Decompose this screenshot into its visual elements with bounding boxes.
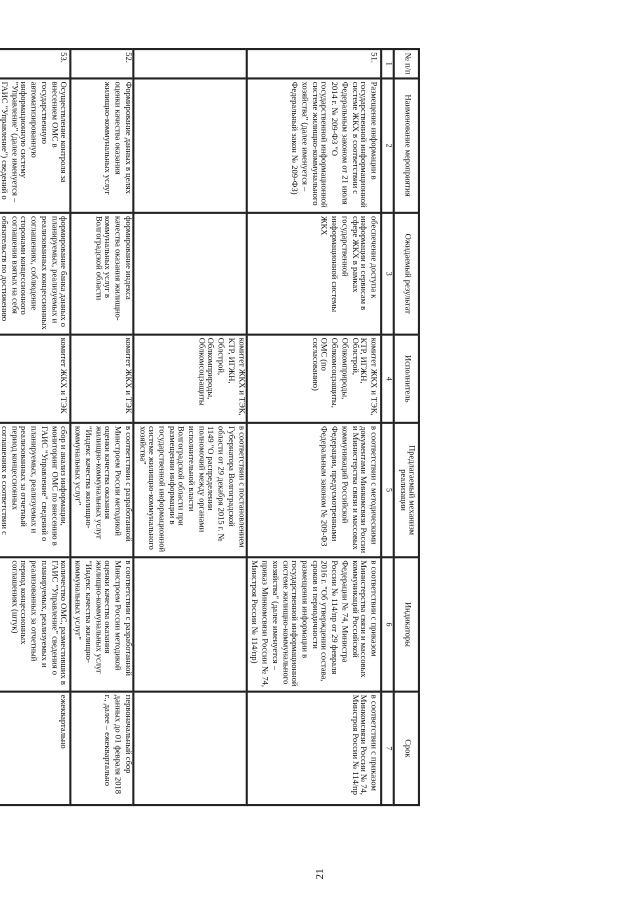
row-number: 53. — [0, 49, 70, 78]
header-cell: Ожидаемый результат — [395, 213, 419, 335]
indicators: в соответствии с разработанной Минстроем России методикой оценки качества оказания жилищно-коммунальных услуг "Индекс качества жилищно-коммунальных услуг" — [70, 557, 134, 691]
row-number: 51. — [247, 49, 380, 78]
column-number: 2 — [380, 78, 394, 212]
expected-result: обеспечение доступа к информации и сервисам в сфере ЖКХ в рамках государственной информационной системы ЖКХ — [247, 213, 380, 335]
column-number: 4 — [380, 335, 394, 423]
measure-name: Осуществление контроля за внесением ОМС в государственную автоматизированную информационную систему "Управление" (далее именуется – ГАИС "Управление") сведений о — [0, 78, 70, 212]
table-row — [247, 49, 380, 805]
expected-result — [134, 213, 247, 335]
measure-name: Размещение информации в государственной информационной системе ЖКХ в соответствии с Федеральным законом от 21 июля 2014 г. № 209-ФЗ "О государственной информационной системе жилищно-коммунального хозяйства" (далее именуется – Федеральный закон № 209-ФЗ) — [247, 78, 380, 212]
executor: комитет ЖКХ и ТЭК, КТР, ИГЖН, Облстрой, Облкомприроды, Облкомсоцзащиты — [134, 335, 247, 423]
deadline: первоначальный сбор данных до 01 февраля 2018 г., далее – ежеквартально — [70, 692, 134, 805]
header-cell: Наименование мероприятия — [395, 78, 419, 212]
header-cell: Индикаторы — [395, 557, 419, 691]
expected-result: формирование банка данных о планируемых, реализуемых и реализованных концессионных соглашениях, соблюдение сторонами концессионного соглашения взятых на себя обязательств по достижению — [0, 213, 70, 335]
measure-name: Формирование данных в целях оценки качества оказания жилищно-коммунальных услуг — [70, 78, 134, 212]
rotated-page — [0, 48, 420, 804]
expected-result: формирование индекса качества оказания жилищно-коммунальных услуг в Волгоградской области — [70, 213, 134, 335]
deadline: ежеквартально — [0, 692, 70, 805]
executor: комитет ЖКХ и ТЭК — [70, 335, 134, 423]
header-cell: Исполнитель — [395, 335, 419, 423]
header-cell: № п/п — [395, 49, 419, 78]
indicators: в соответствии с приказом Министерства связи и массовых коммуникаций Российской Федерации № 74, Министра России № 114/пр от 29 февраля 2016 г. "Об утверждении состава, сроков и периодичности размещения информации в государственной информационной системе жилищно-коммунального хозяйства" (далее именуется – приказ Минкомсвязи России № 74, Минстроя России № 114/пр) — [247, 557, 380, 691]
column-number-row — [380, 49, 394, 805]
mechanism: в соответствии с методическими документами Минкомсвязи России и Министерства связи и массовых коммуникаций Российской Федерации, предусмотренными Федеральным законом № 209-ФЗ — [247, 423, 380, 557]
indicators: количество ОМС, разместивших в ГАИС "Управление" сведения о планируемых, реализуемых и реализованных за отчетный период концессионных соглашениях (штук) — [0, 557, 70, 691]
row-number: 52. — [70, 49, 134, 78]
indicators — [134, 557, 247, 691]
executor: комитет ЖКХ и ТЭК, КТР, ИГЖН, Облстрой, Облкомприроды, Облкомсоцзащиты, ОМС (по согласованию) — [247, 335, 380, 423]
header-cell: Срок — [395, 692, 419, 805]
header-row — [395, 49, 419, 805]
column-number: 5 — [380, 423, 394, 557]
executor: комитет ЖКХ и ТЭК — [0, 335, 70, 423]
column-number: 3 — [380, 213, 394, 335]
table-row — [134, 49, 247, 805]
column-number: 1 — [380, 49, 394, 78]
deadline — [134, 692, 247, 805]
table-row — [0, 49, 70, 805]
row-number — [134, 49, 247, 78]
mechanism: в соответствии с постановлением Губернатора Волгоградской области от 29 декабря 2015 г. № 1149 "О распределении полномочий между органами исполнительной власти Волгоградской области при размещении информации в государственной информационной системе жилищно-коммунального хозяйства" — [134, 423, 247, 557]
page-number: 21 — [314, 868, 326, 880]
column-number: 6 — [380, 557, 394, 691]
header-cell: Предлагаемый механизм реализации — [395, 423, 419, 557]
mechanism: в соответствии с разработанной Минстроем России методикой оценки качества оказания жилищно-коммунальных услуг "Индекс качества жилищно-коммунальных услуг" — [70, 423, 134, 557]
measure-name — [134, 78, 247, 212]
measures-table — [0, 48, 420, 806]
table-row — [70, 49, 134, 805]
column-number: 7 — [380, 692, 394, 805]
deadline: в соответствии с приказом Минкомсвязи России № 74, Минстроя России № 114/пр — [247, 692, 380, 805]
mechanism: сбор и анализ информации, мониторинг ОМС по внесению в ГАИС "Управление" сведений о планируемых, реализуемых и реализованных за отчетный период концессионных соглашениях в соответствии с — [0, 423, 70, 557]
